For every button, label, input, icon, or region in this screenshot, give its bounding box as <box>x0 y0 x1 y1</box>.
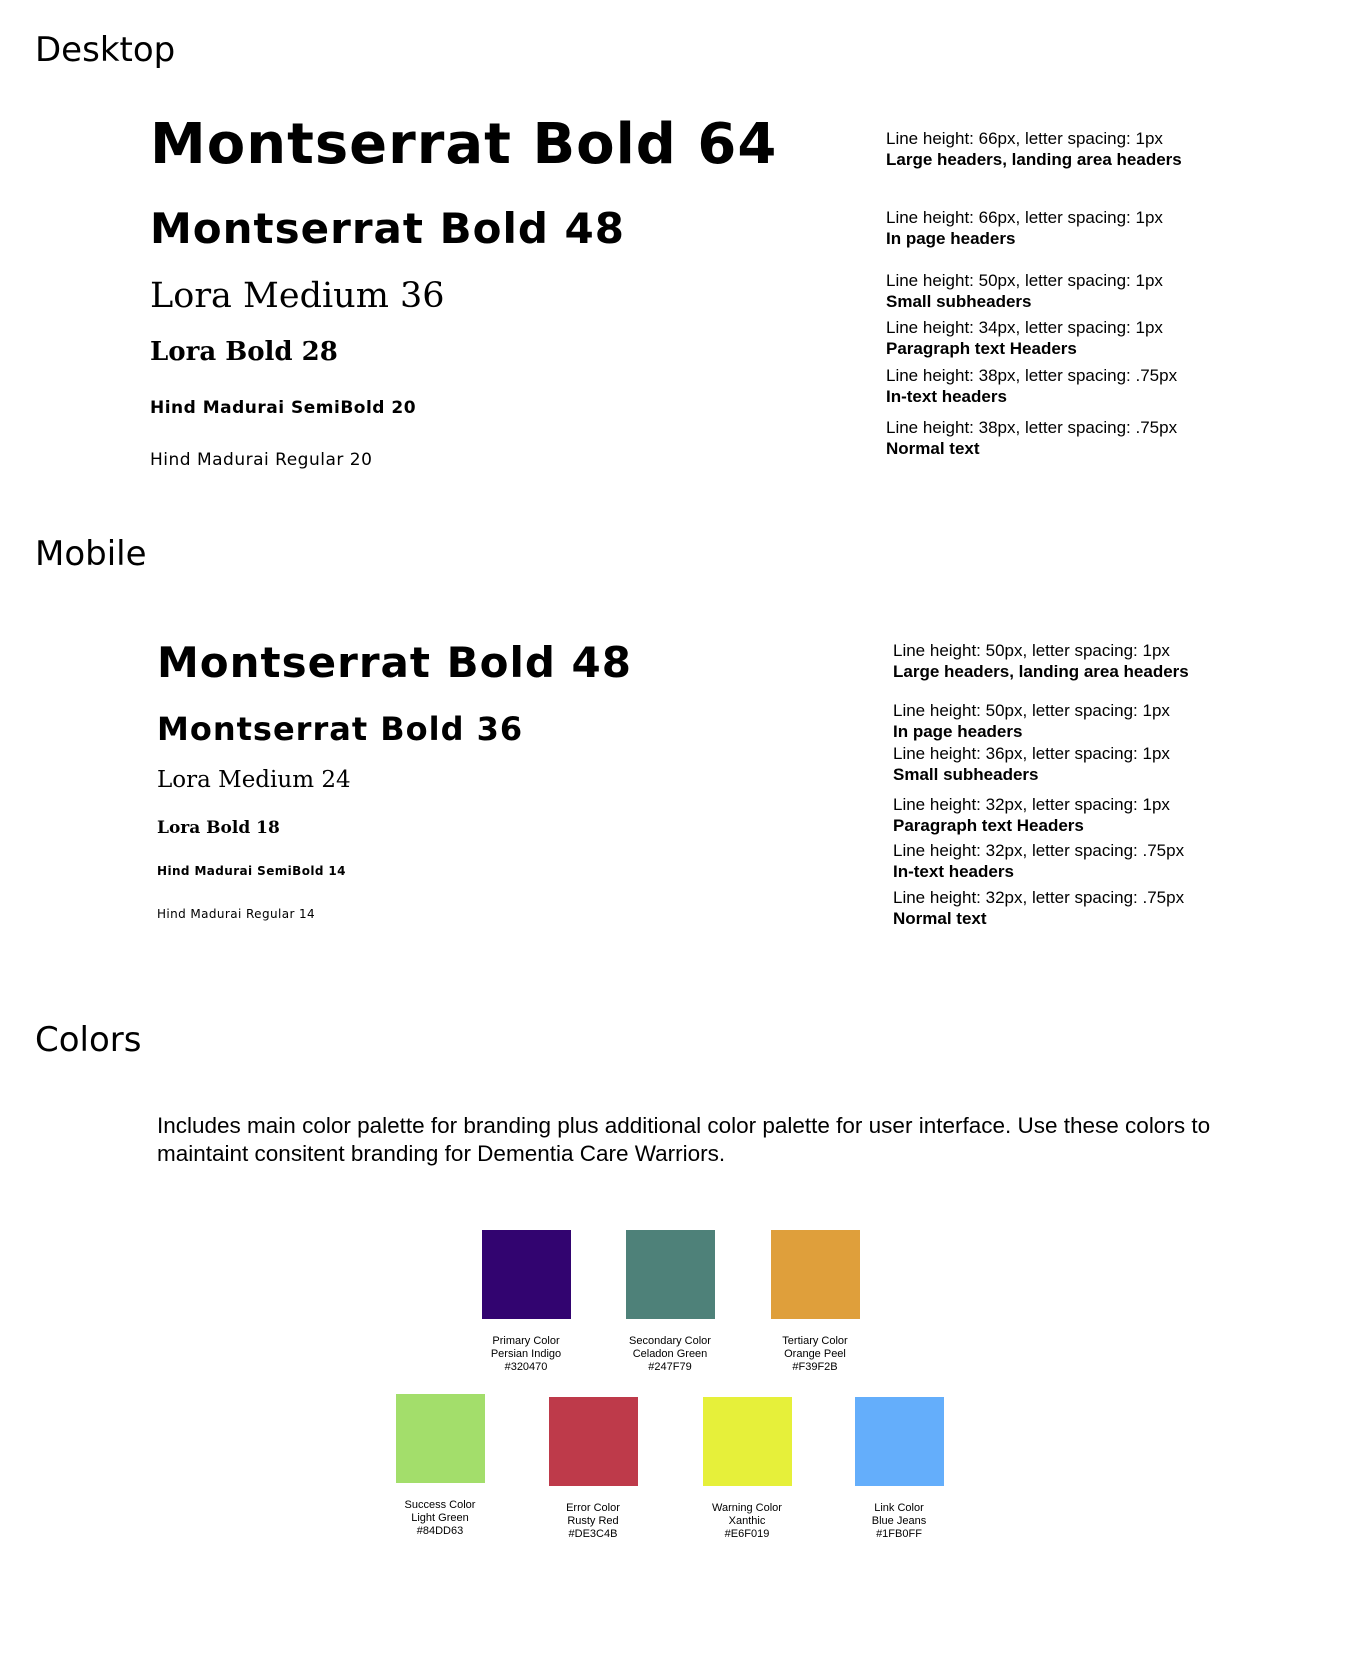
type-sample: Lora Bold 28 <box>150 337 338 367</box>
desktop-section-title: Desktop <box>35 30 176 70</box>
color-chip <box>771 1230 860 1319</box>
type-sample: Lora Medium 36 <box>150 276 445 316</box>
type-sample: Hind Madurai Regular 14 <box>157 907 316 921</box>
spec-note: Line height: 32px, letter spacing: .75px Normal text <box>893 888 1185 928</box>
type-sample: Hind Madurai Regular 20 <box>150 450 373 470</box>
spec-note: Line height: 66px, letter spacing: 1px In page headers <box>886 208 1163 248</box>
color-chip <box>855 1397 944 1486</box>
swatch-success <box>365 1394 515 1538</box>
spec-note: Line height: 34px, letter spacing: 1px Paragraph text Headers <box>886 318 1163 358</box>
spec-note: Line height: 38px, letter spacing: .75px Normal text <box>886 418 1178 458</box>
colors-intro: Includes main color palette for branding plus additional color palette for user interface. Use these colors to maintaint consitent branding for Dementia Care Warriors. <box>157 1113 1211 1166</box>
type-sample: Montserrat Bold 48 <box>150 204 625 253</box>
swatch-caption: Primary Color Persian Indigo #320470 <box>490 1335 562 1373</box>
swatch-caption: Tertiary Color Orange Peel #F39F2B <box>782 1335 848 1373</box>
swatch-caption: Error Color Rusty Red #DE3C4B <box>566 1502 620 1540</box>
swatch-error <box>518 1397 668 1541</box>
type-sample: Montserrat Bold 64 <box>150 112 778 177</box>
type-sample: Lora Medium 24 <box>157 767 351 793</box>
color-chip <box>482 1230 571 1319</box>
swatch-tertiary <box>740 1230 890 1374</box>
swatch-caption: Warning Color Xanthic #E6F019 <box>712 1502 782 1540</box>
color-chip <box>549 1397 638 1486</box>
spec-note: Line height: 32px, letter spacing: 1px Paragraph text Headers <box>893 795 1170 835</box>
color-chip <box>703 1397 792 1486</box>
type-sample: Hind Madurai SemiBold 14 <box>157 864 346 878</box>
swatch-caption: Success Color Light Green #84DD63 <box>404 1499 476 1537</box>
spec-note: Line height: 66px, letter spacing: 1px Large headers, landing area headers <box>886 129 1182 169</box>
spec-note: Line height: 36px, letter spacing: 1px Small subheaders <box>893 744 1170 784</box>
type-sample: Hind Madurai SemiBold 20 <box>150 398 417 418</box>
swatch-link <box>824 1397 974 1541</box>
spec-note: Line height: 50px, letter spacing: 1px Small subheaders <box>886 271 1163 311</box>
swatch-secondary <box>595 1230 745 1374</box>
type-sample: Montserrat Bold 48 <box>157 638 632 687</box>
swatch-caption: Link Color Blue Jeans #1FB0FF <box>871 1502 927 1540</box>
colors-section-title: Colors <box>35 1020 142 1060</box>
spec-note: Line height: 32px, letter spacing: .75px In-text headers <box>893 841 1185 881</box>
swatch-primary <box>451 1230 601 1374</box>
swatch-warning <box>672 1397 822 1541</box>
type-sample: Montserrat Bold 36 <box>157 710 524 748</box>
color-chip <box>626 1230 715 1319</box>
spec-note: Line height: 50px, letter spacing: 1px Large headers, landing area headers <box>893 641 1189 681</box>
color-chip <box>396 1394 485 1483</box>
type-sample: Lora Bold 18 <box>157 818 280 838</box>
spec-note: Line height: 50px, letter spacing: 1px In page headers <box>893 701 1170 741</box>
spec-note: Line height: 38px, letter spacing: .75px In-text headers <box>886 366 1178 406</box>
swatch-caption: Secondary Color Celadon Green #247F79 <box>629 1335 711 1373</box>
mobile-section-title: Mobile <box>35 534 147 574</box>
